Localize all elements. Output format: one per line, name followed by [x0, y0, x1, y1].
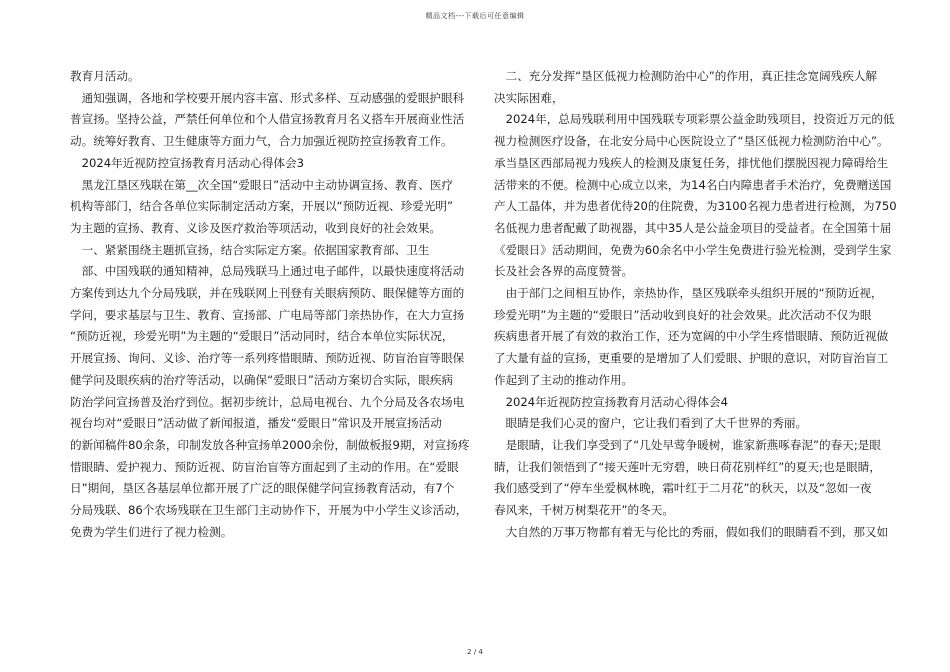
text-line: 活带来的不便。检测中心成立以来，为14名白内障患者手术治疗，免费赠送国 — [494, 177, 892, 192]
text-line: 《爱眼日》活动期间，免费为60余名中小学生免费进行验光检测，受到学生家 — [494, 242, 892, 257]
text-line: 是眼睛，让我们享受到了“几处早莺争暖树，谁家新燕啄春泥”的春天;是眼 — [494, 437, 881, 452]
text-line: 一、紧紧围绕主题抓宣扬，结合实际定方案。依据国家教育部、卫生 — [70, 242, 430, 257]
text-line: 由于部门之间相互协作，亲热协作，垦区残联牵头组织开展的“预防近视， — [494, 286, 883, 301]
text-line: 日”期间，垦区各基层单位都开展了广泛的眼保健学问宣扬教育活动，有7个 — [70, 481, 455, 496]
text-line: 动。统筹好教育、卫生健康等方面力气，合力加强近视防控宣扬教育工作。 — [70, 134, 453, 149]
text-line: 机构等部门，结合各单位实际制定活动方案，开展以“预防近视、珍爱光明” — [70, 199, 454, 214]
text-line: 通知强调，各地和学校要开展内容丰富、形式多样、互动感强的爱眼护眼科 — [70, 90, 465, 105]
text-line: 方案传到达九个分局残联，并在残联网上刊登有关眼病预防、眼保健等方面的 — [70, 286, 465, 301]
text-line: 名低视力患者配戴了助视器，其中35人是公益金项目的受益者。在全国第十届 — [494, 220, 892, 235]
text-line: 二、充分发挥“垦区低视力检测防治中心”的作用，真正挂念宽阔残疾人解 — [494, 69, 878, 83]
text-line: 部、中国残联的通知精神，总局残联马上通过电子邮件，以最快速度将活动 — [70, 264, 465, 279]
text-line: 长及社会各界的高度赞誉。 — [494, 264, 634, 279]
text-line: 为主题的宣扬、教育、义诊及医疗救治等项活动，收到良好的社会效果。 — [70, 220, 442, 235]
text-line: 分局残联、86个农场残联在卫生部门主动协作下，开展为中小学生义诊活动， — [70, 503, 468, 518]
text-line: 防治学问宣扬普及治疗到位。据初步统计，总局电视台、九个分局及各农场电 — [70, 394, 465, 409]
text-line: 承当垦区西部局视力残疾人的检测及康复任务，排忧他们摆脱因视力障碍给生 — [494, 155, 889, 170]
text-line: 普宣扬。坚持公益，严禁任何单位和个人借宣扬教育月名义搭车开展商业性活 — [70, 112, 465, 127]
page-number: 2 / 4 — [467, 648, 483, 656]
text-line: 我们感受到了“停车坐爱枫林晚，霜叶红于二月花”的秋天，以及“忽如一夜 — [494, 481, 872, 496]
text-line: 睛，让我们领悟到了“接天莲叶无穷碧，映日荷花别样红”的夏天;也是眼睛， — [494, 459, 881, 474]
text-line: 惜眼睛、爱护视力、预防近视、防盲治盲等方面起到了主动的作用。在“爱眼 — [70, 459, 459, 474]
text-line: 珍爱光明”为主题的“爱眼日”活动收到良好的社会效果。此次活动不仅为眼 — [494, 307, 872, 322]
text-line: 决实际困难， — [494, 90, 564, 105]
text-line: 眼睛是我们心灵的窗户，它让我们看到了大千世界的秀丽。 — [494, 416, 808, 431]
page-header: 精品文档---下载后可任意编辑 — [425, 12, 525, 20]
right-column — [494, 66, 897, 543]
text-line: 开展宣扬、询问、义诊、治疗等一系列疼惜眼睛、预防近视、防盲治盲等眼保 — [70, 351, 465, 366]
left-column — [70, 66, 470, 543]
text-line: 黑龙江垦区残联在第__次全国“爱眼日”活动中主动协调宣扬、教育、医疗 — [70, 177, 454, 192]
text-line: 了大量有益的宣扬，更重要的是增加了人们爱眼、护眼的意识，对防盲治盲工 — [494, 351, 889, 366]
text-line: 疾病患者开展了有效的救治工作，还为宽阔的中小学生疼惜眼睛、预防近视做 — [494, 329, 889, 344]
text-line: 2024年，总局残联利用中国残联专项彩票公益金助残项目，投资近万元的低 — [494, 112, 895, 127]
text-line: 大自然的万事万物都有着无与伦比的秀丽，假如我们的眼睛看不到，那又如 — [494, 524, 889, 539]
text-line: 的新闻稿件80余条，印制发放各种宣扬单2000余份，制做板报9期，对宣扬疼 — [70, 437, 470, 452]
section-heading: 2024年近视防控宣扬教育月活动心得体会4 — [494, 394, 728, 409]
text-line: 学问，要求基层与卫生、教育、宣扬部、广电局等部门亲热协作，在大力宣扬 — [70, 307, 465, 322]
text-line: 视台均对“爱眼日”活动做了新闻报道，播发“爱眼日”常识及开展宣扬活动 — [70, 416, 442, 431]
text-line: “预防近视，珍爱光明”为主题的“爱眼日”活动同时，结合本单位实际状况， — [70, 329, 454, 344]
text-line: 健学问及眼疾病的治疗等活动，以确保“爱眼日”活动方案切合实际，眼疾病 — [70, 372, 454, 387]
text-line: 产人工晶体，并为患者优待20的住院费，为3100名视力患者进行检测，为750 — [494, 199, 897, 214]
text-line: 免费为学生们进行了视力检测。 — [70, 524, 233, 539]
section-heading: 2024年近视防控宣扬教育月活动心得体会3 — [70, 155, 304, 170]
text-line: 春风来，千树万树梨花开”的冬天。 — [494, 503, 674, 518]
text-line: 作起到了主动的推动作用。 — [494, 372, 634, 387]
text-line: 教育月活动。 — [70, 69, 140, 83]
text-line: 视力检测医疗设备，在北安分局中心医院设立了“垦区低视力检测防治中心”。 — [494, 134, 889, 149]
